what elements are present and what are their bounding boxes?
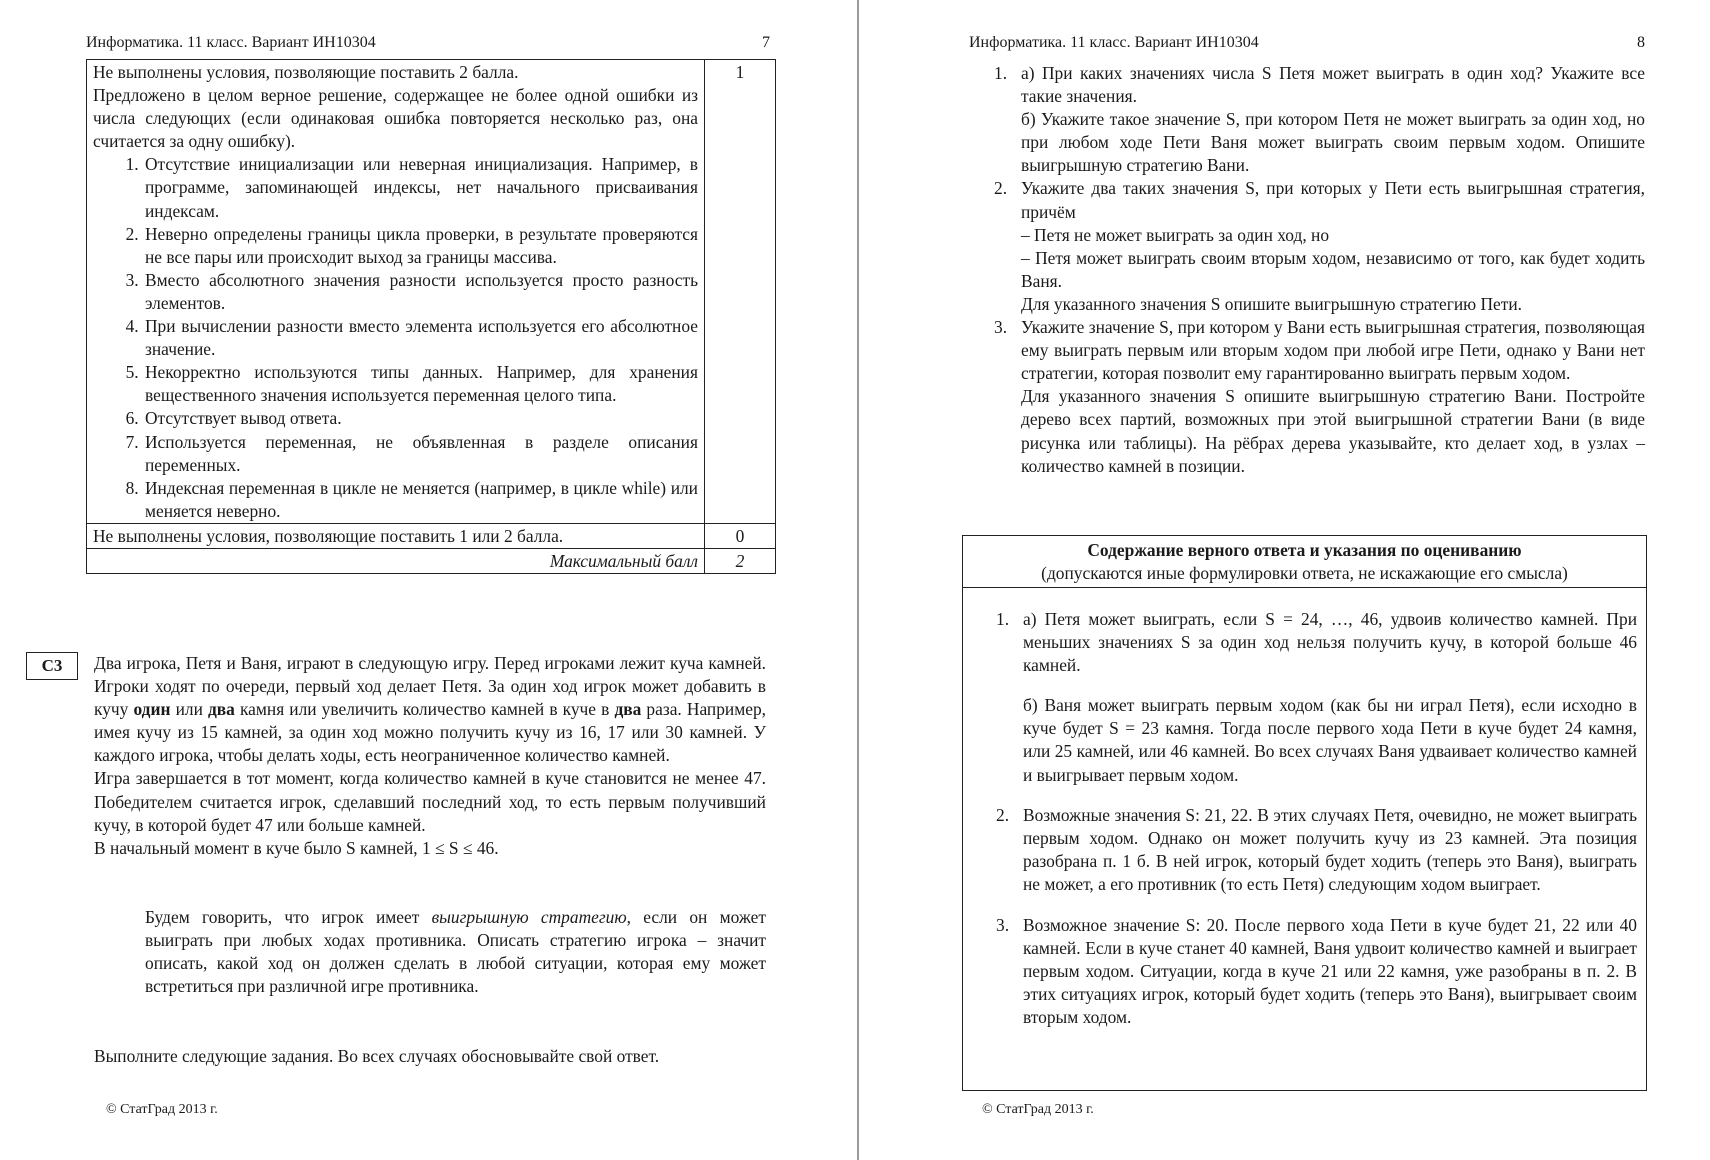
left-page-number: 7 [762,34,770,51]
error-item: 3. Вместо абсолютного значения разности используется просто разность элементов. [143,269,698,315]
error-item: 4. При вычислении разности вместо элемента используется его абсолютное значение. [143,315,698,361]
page-divider [857,0,859,1160]
criteria-text-2: Предложено в целом верное решение, содержащее не более одной ошибки из числа следующих (если одинаковая ошибка повторяется несколько раз, она считается за одну ошибку). [93,85,698,152]
answer-box [962,535,1647,1091]
score-cell: 1 [705,60,776,524]
question-item: 2. Укажите два таких значения S, при которых у Пети есть выигрышная стратегия, причём – Петя не может выиграть за один ход, но – Петя может выиграть своим вторым ходом, независимо от того, как будет ходить Ваня. Для указанного значения S опишите выигрышную стратегию Пети. [994,178,1645,314]
questions-list [994,62,1645,478]
criteria-text-1: Не выполнены условия, позволяющие поставить 2 балла. [93,62,519,82]
error-item: 2. Неверно определены границы цикла проверки, в результате проверяются не все пары или происходит выход за границы массива. [143,223,698,269]
max-score-value: 2 [705,548,776,573]
max-score-label: Максимальный балл [87,548,705,573]
right-page-footer: © СтатГрад 2013 г. [982,1102,1094,1117]
task-paragraph-2: Игра завершается в тот момент, когда количество камней в куче становится не менее 47. Победителем считается игрок, сделавший последний ход, то есть первым получивший кучу, в которой будет 47 или больше камней. [94,768,766,835]
criteria-row-max [87,548,776,573]
left-page-header: Информатика. 11 класс. Вариант ИН10304 [86,34,376,51]
answer-box-subtitle: (допускаются иные формулировки ответа, не искажающие его смысла) [1041,563,1568,584]
strategy-definition [145,906,766,998]
score-cell: 0 [705,523,776,548]
criteria-row-score-0 [87,523,776,548]
right-page-number: 8 [1637,34,1645,51]
task-paragraph-4: Будем говорить, что игрок имеет выигрышную стратегию, если он может выиграть при любых ходах противника. Описать стратегию игрока – значит описать, какой ход он должен сделать в любой ситуации, которая ему может встретиться при различной игре противника. [145,907,766,997]
task-instruction: Выполните следующие задания. Во всех случаях обосновывайте свой ответ. [94,1046,660,1066]
error-list [93,153,698,523]
answer-box-header [963,536,1646,588]
error-item: 5. Некорректно используются типы данных. Например, для хранения вещественного значения используется переменная целого типа. [143,361,698,407]
error-item: 7. Используется переменная, не объявленная в разделе описания переменных. [143,431,698,477]
answer-item: 1. а) Петя может выиграть, если S = 24, …, 46, удвоив количество камней. При меньших значениях S за один ход нельзя получить кучу, в которой больше 46 камней. б) Ваня может выиграть первым ходом (как бы ни играл Петя), если исходно в куче будет S = 23 камня. Тогда после первого хода Пети в куче будет 24 камня, или 25 камней, или 46 камней. Во всех случаях Ваня удваивает количество камней и выигрывает первым ходом. [996,608,1637,785]
right-page-header: Информатика. 11 класс. Вариант ИН10304 [969,34,1259,51]
error-item: 1. Отсутствие инициализации или неверная инициализация. Например, в программе, запоминающей индексы, нет начального присваивания индексам. [143,153,698,222]
criteria-cell-text [87,60,705,524]
question-item: 3. Укажите значение S, при котором у Вани есть выигрышная стратегия, позволяющая ему выиграть первым или вторым ходом при любой игре Пети, однако у Вани нет стратегии, которая позволит ему гарантированно выиграть первым ходом. Для указанного значения S опишите выигрышную стратегию Вани. Постройте дерево всех партий, возможных при этой выигрышной стратегии Вани (в виде рисунка или таблицы). На рёбрах дерева указывайте, кто делает ход, в узлах – количество камней в позиции. [994,317,1645,476]
task-statement [94,652,766,860]
answer-item: 3. Возможное значение S: 20. После первого хода Пети в куче будет 21, 22 или 40 камней. Если в куче станет 40 камней, Ваня удвоит количество камней и выиграет первым ходом. Ситуации, когда в куче 21 или 22 камня, уже разобраны в п. 2. В этих ситуациях игрок, который будет ходить (теперь это Ваня), выигрывает своим вторым ходом. [996,914,1637,1028]
task-paragraph-1: Два игрока, Петя и Ваня, играют в следующую игру. Перед игроками лежит куча камней. Игроки ходят по очереди, первый ход делает Петя. За один ход игрок может добавить в кучу один или два камня или увеличить количество камней в куче в два раза. Например, имея кучу из 15 камней, за один ход можно получить кучу из 16, 17 или 30 камней. У каждого игрока, чтобы делать ходы, есть неограниченное количество камней. [94,653,767,766]
answer-item: 2. Возможные значения S: 21, 22. В этих случаях Петя, очевидно, не может выиграть первым ходом. Однако он может получить кучу из 23 камней. Эта позиция разобрана п. 1 б. В ней игрок, который будет ходить (теперь это Ваня), выиграть не может, а его противник (то есть Петя) следующим ходом выиграет. [996,805,1637,895]
error-item: 6. Отсутствует вывод ответа. [143,407,698,430]
left-page-footer: © СтатГрад 2013 г. [106,1102,218,1117]
grading-criteria-table [86,59,776,574]
task-paragraph-3: В начальный момент в куче было S камней, 1 ≤ S ≤ 46. [94,837,499,858]
criteria-row-score-1 [87,60,776,524]
answer-box-title: Содержание верного ответа и указания по оцениванию [1087,540,1522,560]
task-label-badge: С3 [26,652,78,680]
error-item: 8. Индексная переменная в цикле не меняется (например, в цикле while) или меняется неверно. [143,477,698,523]
answer-box-body [963,588,1646,1029]
criteria-cell-text: Не выполнены условия, позволяющие поставить 1 или 2 балла. [87,523,705,548]
question-item: 1. а) При каких значениях числа S Петя может выиграть в один ход? Укажите все такие значения. б) Укажите такое значение S, при котором Петя не может выиграть за один ход, но при любом ходе Пети Ваня может выиграть своим первым ходом. Опишите выигрышную стратегию Вани. [994,63,1645,176]
